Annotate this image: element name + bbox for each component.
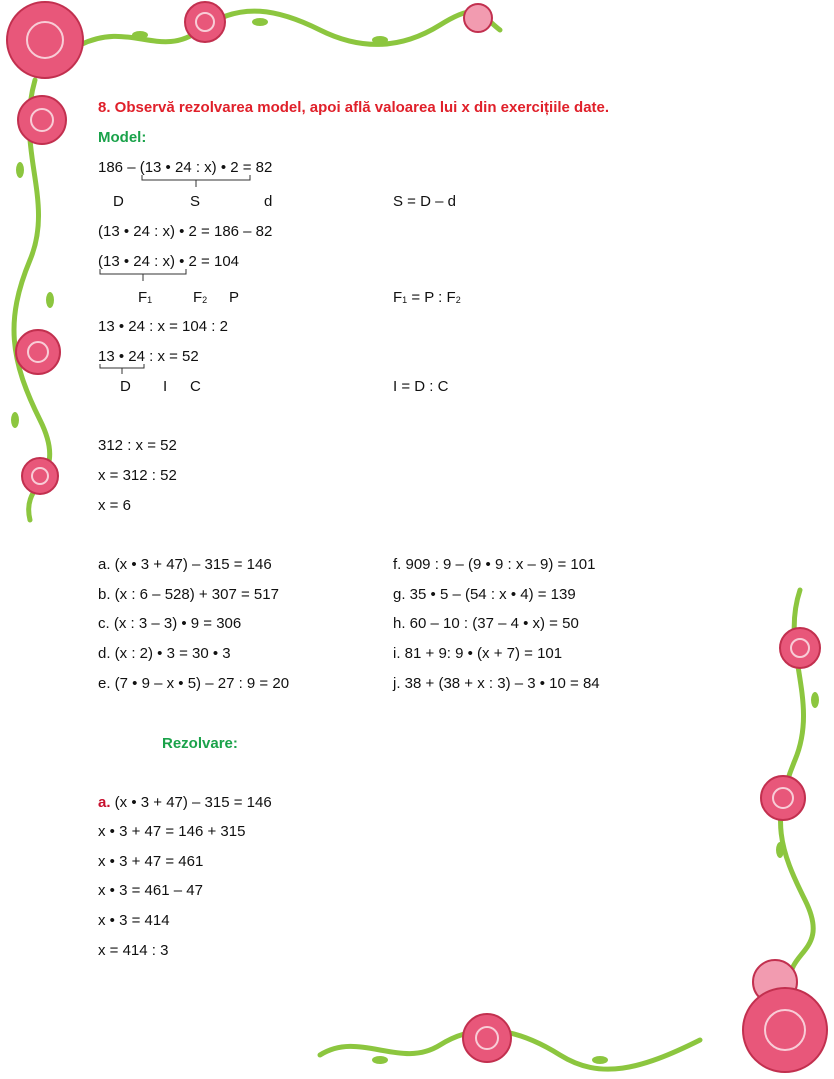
solution-step: x • 3 + 47 = 146 + 315 — [98, 823, 246, 840]
rule-F1: $F_1 = P$ : $F_2$ — [393, 289, 461, 306]
exercise-c: c. (x : 3 – 3) • 9 = 306 — [98, 615, 242, 632]
model-line-4: 13 • 24 : x = 104 : 2 — [98, 318, 228, 335]
label-d: d — [264, 193, 273, 210]
model-heading: Model: — [98, 129, 147, 146]
model-line-8: x = 6 — [98, 497, 131, 514]
label-D: D — [113, 193, 124, 210]
label-C: C — [190, 378, 201, 395]
label-S: S — [190, 193, 201, 210]
model-line-3: (13 • 24 : x) • 2 = 104 — [98, 253, 239, 270]
model-line-1: 186 – (13 • 24 : x) • 2 = 82 — [98, 159, 273, 176]
rule-I: I = D : C — [393, 378, 449, 395]
solution-heading: Rezolvare: — [162, 735, 238, 752]
exercise-j: j. 38 + (38 + x : 3) – 3 • 10 = 84 — [393, 675, 600, 692]
rule-S: S = D – d — [393, 193, 456, 210]
exercise-h: h. 60 – 10 : (37 – 4 • x) = 50 — [393, 615, 579, 632]
solution-step: x = 414 : 3 — [98, 942, 169, 959]
exercise-e: e. (7 • 9 – x • 5) – 27 : 9 = 20 — [98, 675, 290, 692]
exercise-i: i. 81 + 9: 9 • (x + 7) = 101 — [393, 645, 563, 662]
model-line-6: 312 : x = 52 — [98, 437, 177, 454]
brace-S — [140, 174, 252, 188]
solution-step: x • 3 + 47 = 461 — [98, 853, 204, 870]
model-line-7: x = 312 : 52 — [98, 467, 177, 484]
exercise-f: f. 909 : 9 – (9 • 9 : x – 9) = 101 — [393, 556, 596, 573]
exercise-title: 8. Observă rezolvarea model, apoi află valoarea lui x din exercițiile date. — [98, 99, 610, 116]
exercise-a: a. (x • 3 + 47) – 315 = 146 — [98, 556, 272, 573]
label-F2: $F_2$ — [193, 289, 208, 306]
exercise-d: d. (x : 2) • 3 = 30 • 3 — [98, 645, 231, 662]
label-F1: $F_1$ — [138, 289, 153, 306]
solution-step: x • 3 = 461 – 47 — [98, 882, 203, 899]
solution-line-1: a. (x • 3 + 47) – 315 = 146 — [98, 794, 272, 811]
label-P: P — [229, 289, 240, 306]
exercise-g: g. 35 • 5 – (54 : x • 4) = 139 — [393, 586, 576, 603]
brace-F1 — [98, 268, 188, 282]
brace-D — [98, 363, 146, 375]
exercise-b: b. (x : 6 – 528) + 307 = 517 — [98, 586, 279, 603]
solution-step: x • 3 = 414 — [98, 912, 170, 929]
label-I: I — [163, 378, 168, 395]
label-D2: D — [120, 378, 131, 395]
model-line-5: 13 • 24 : x = 52 — [98, 348, 199, 365]
model-line-2: (13 • 24 : x) • 2 = 186 – 82 — [98, 223, 273, 240]
